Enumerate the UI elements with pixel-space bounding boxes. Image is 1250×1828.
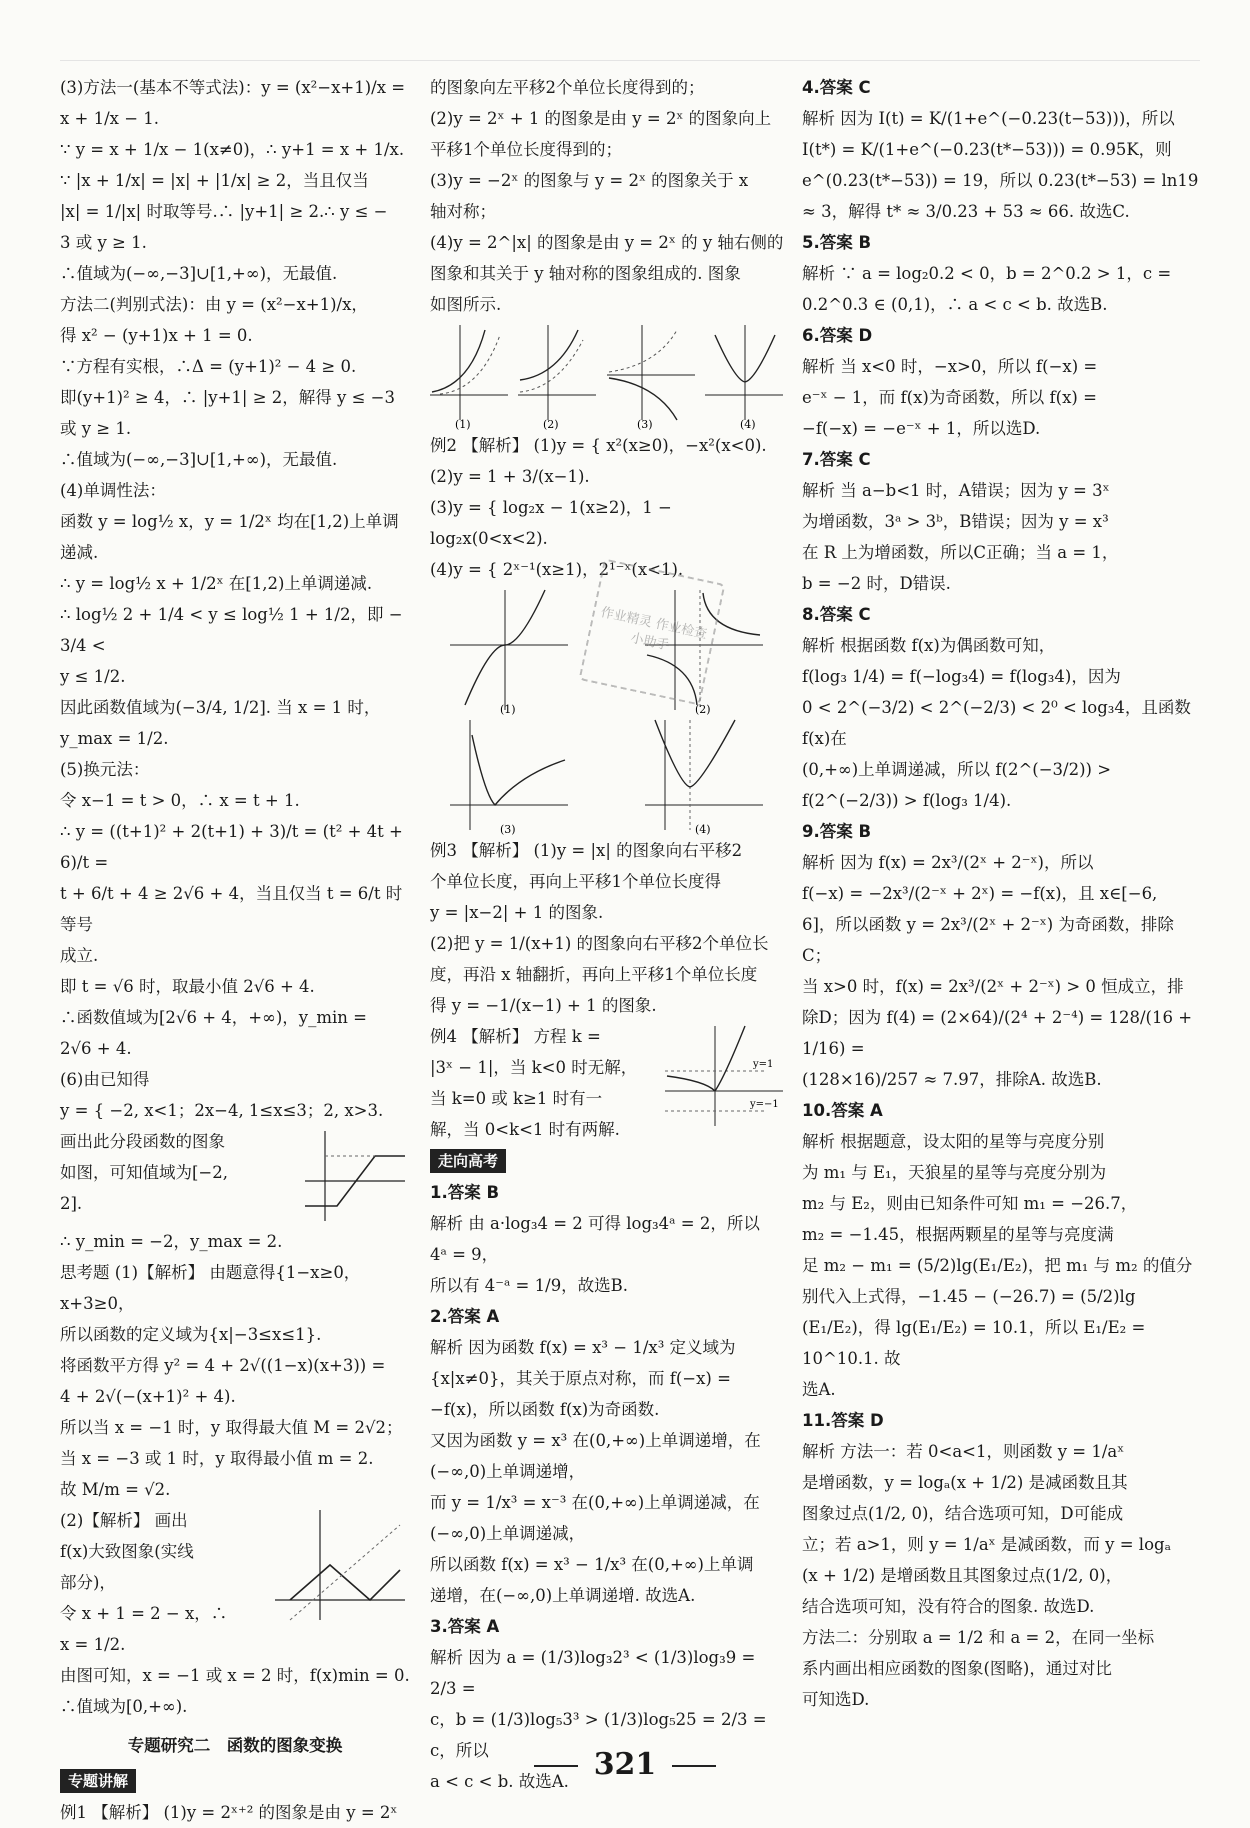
text-line: (3)方法一(基本不等式法)：y = (x²−x+1)/x = (60, 78, 406, 97)
text-line: ∵方程有实根，∴Δ = (y+1)² − 4 ≥ 0. (60, 357, 357, 376)
text-line: 可知选D. (802, 1690, 870, 1709)
text-line: −f(−x) = −e⁻ˣ + 1，所以选D. (802, 419, 1041, 438)
text-line: (5)换元法： (60, 760, 150, 779)
text-line: 递减. (60, 543, 99, 562)
text-line: 度，再沿 x 轴翻折，再向上平移1个单位长度 (430, 965, 758, 984)
text-line: {x|x≠0}，其关于原点对称，而 f(−x) = (430, 1369, 731, 1388)
text-line: (x + 1/2) 是增函数且其图象过点(1/2, 0)， (802, 1566, 1123, 1585)
text-line: 当 x = −3 或 1 时，y 取得最小值 m = 2. (60, 1449, 374, 1468)
figure-4 (705, 320, 785, 430)
figure-label: (1) (455, 418, 471, 431)
text-line: 选A. (802, 1380, 836, 1399)
text-line: m₂ 与 E₂，则由已知条件可知 m₁ = −26.7， (802, 1194, 1138, 1213)
figure-label: (2) (543, 418, 559, 431)
text-line: 函数 y = log½ x，y = 1/2ˣ 均在[1,2)上单调 (60, 512, 399, 531)
answer-line: 6.答案 D (802, 326, 873, 345)
abs-function-graph (270, 1505, 410, 1625)
text-line: 如图所示. (430, 295, 502, 314)
think-question (60, 1257, 410, 1722)
figure-label: y=−1 (750, 1099, 779, 1110)
text-line: 所以当 x = −1 时，y 取得最大值 M = 2√2； (60, 1418, 403, 1437)
answer-line: 3.答案 A (430, 1617, 500, 1636)
text-line: 结合选项可知，没有符合的图象. 故选D. (802, 1597, 1095, 1616)
text-line: f(x)大致图象(实线 (60, 1542, 194, 1561)
text-line: (2)y = 2ˣ + 1 的图象是由 y = 2ˣ 的图象向上 (430, 109, 772, 128)
text-line: 方法二(判别式法)：由 y = (x²−x+1)/x， (60, 295, 368, 314)
text-line: 解析 当 x<0 时，−x>0，所以 f(−x) = (802, 357, 1098, 376)
text-line: f(−x) = −2x³/(2⁻ˣ + 2ˣ) = −f(x)，且 x∈[−6, (802, 884, 1158, 903)
text-line: 例1 【解析】 (1)y = 2ˣ⁺² 的图象是由 y = 2ˣ (60, 1803, 398, 1822)
figure-log (450, 715, 570, 835)
text-line: 解析 方法一：若 0<a<1，则函数 y = 1/aˣ (802, 1442, 1125, 1461)
text-line: (−∞,0)上单调递增， (430, 1462, 586, 1481)
text-line: ∴ log½ 2 + 1/4 < y ≤ log½ 1 + 1/2，即 − 3/4 < (60, 605, 403, 655)
text-line: 当 k=0 或 k≥1 时有一 (430, 1089, 603, 1108)
section-title: 专题研究二 函数的图象变换 (127, 1736, 343, 1755)
text-line: y_max = 1/2. (60, 729, 169, 748)
text-line: x = 1/2. (60, 1635, 126, 1654)
text-line: 解析 ∵ a = log₂0.2 < 0，b = 2^0.2 > 1，c = (802, 264, 1172, 283)
text-line: (2)y = 1 + 3/(x−1). (430, 467, 590, 486)
text-line: 方法二：分别取 a = 1/2 和 a = 2，在同一坐标 (802, 1628, 1155, 1647)
text-line: 令 x + 1 = 2 − x，∴ (60, 1604, 228, 1623)
text-line: 成立. (60, 946, 99, 965)
stamp-text: 作业精灵 作业检查小助手 (599, 605, 709, 654)
text-line: e⁻ˣ − 1，而 f(x)为奇函数，所以 f(x) = (802, 388, 1097, 407)
text-line: 2√6 + 4. (60, 1039, 132, 1058)
section-tag: 走向高考 (430, 1149, 506, 1173)
text-line: 例4 【解析】 方程 k = (430, 1027, 601, 1046)
text-line: 图象过点(1/2, 0)，结合选项可知，D可能成 (802, 1504, 1124, 1523)
text-line: 而 y = 1/x³ = x⁻³ 在(0,+∞)上单调递减，在 (430, 1493, 760, 1512)
text-line: 为 m₁ 与 E₁，天狼星的星等与亮度分别为 (802, 1163, 1107, 1182)
figure-label: (1) (500, 703, 516, 716)
answer-line: 4.答案 C (802, 78, 871, 97)
text-line: (0,+∞)上单调递减，所以 f(2^(−3/2)) > (802, 760, 1112, 779)
text-line: 部分)， (60, 1573, 116, 1592)
text-line: 解析 因为函数 f(x) = x³ − 1/x³ 定义域为 (430, 1338, 736, 1357)
text-line: 解析 因为 I(t) = K/(1+e^(−0.23(t−53)))，所以 (802, 109, 1175, 128)
piecewise-graph (300, 1126, 410, 1226)
figure-label: (3) (500, 823, 516, 836)
text-line: (4)单调性法： (60, 481, 166, 500)
figure-2 (518, 320, 598, 430)
left-column (60, 72, 410, 1822)
example4-graph (665, 1021, 785, 1131)
text-line: 解析 当 a−b<1 时，A错误；因为 y = 3ˣ (802, 481, 1110, 500)
figure-label: (3) (636, 418, 653, 431)
text-line: 所以函数的定义域为{x|−3≤x≤1}. (60, 1325, 322, 1344)
text-line: (4)y = { 2ˣ⁻¹(x≥1)，2¹⁻ˣ(x<1). (430, 560, 684, 579)
text-line: (2)【解析】 画出 (60, 1511, 188, 1530)
text-line: 又因为函数 y = x³ 在(0,+∞)上单调递增，在 (430, 1431, 761, 1450)
text-line: 个单位长度，再向上平移1个单位长度得 (430, 872, 721, 891)
text-line: 解析 由 a·log₃4 = 2 可得 log₃4ᵃ = 2，所以 (430, 1214, 760, 1233)
text-line: (6)由已知得 (60, 1070, 150, 1089)
example2-figures-bottom (430, 715, 785, 835)
text-line: 所以有 4⁻ᵃ = 1/9，故选B. (430, 1276, 629, 1295)
text-line: 轴对称； (430, 202, 496, 221)
example2-figures (430, 585, 785, 715)
text-line: 图象和其关于 y 轴对称的图象组成的. 图象 (430, 264, 741, 283)
answer-line: 9.答案 B (802, 822, 872, 841)
text-line: 解析 因为 a = (1/3)log₃2³ < (1/3)log₃9 = 2/3 = (430, 1648, 756, 1698)
text-line: ∵ y = x + 1/x − 1(x≠0)，∴ y+1 = x + 1/x. (60, 140, 405, 159)
text-line: 0.2^0.3 ∈ (0,1)，∴ a < c < b. 故选B. (802, 295, 1108, 314)
text-line: 在 R 上为增函数，所以C正确；当 a = 1， (802, 543, 1119, 562)
text-line: −f(x)，所以函数 f(x)为奇函数. (430, 1400, 660, 1419)
left-solution-lines (60, 72, 410, 1257)
text-line: 2]. (60, 1194, 83, 1213)
text-line: y ≤ 1/2. (60, 667, 126, 686)
text-line: 足 m₂ − m₁ = (5/2)lg(E₁/E₂)，把 m₁ 与 m₂ 的值分 (802, 1256, 1193, 1275)
text-line: ≈ 3，解得 t* ≈ 3/0.23 + 53 ≈ 66. 故选C. (802, 202, 1130, 221)
text-line: 解析 根据函数 f(x)为偶函数可知， (802, 636, 1056, 655)
answer-line: 5.答案 B (802, 233, 872, 252)
exponential-figures (430, 320, 785, 430)
answer-line: 1.答案 B (430, 1183, 500, 1202)
text-line: 解，当 0<k<1 时有两解. (430, 1120, 620, 1139)
text-line: 即 t = √6 时，取最小值 2√6 + 4. (60, 977, 315, 996)
text-line: 得 x² − (y+1)x + 1 = 0. (60, 326, 253, 345)
text-line: a < c < b. 故选A. (430, 1772, 569, 1791)
text-line: 得 y = −1/(x−1) + 1 的图象. (430, 996, 657, 1015)
text-line: 别代入上式得，−1.45 − (−26.7) = (5/2)lg (802, 1287, 1136, 1306)
text-line: ∴值域为[0,+∞). (60, 1697, 188, 1716)
answer-line: 8.答案 C (802, 605, 871, 624)
text-line: (4)y = 2^|x| 的图象是由 y = 2ˣ 的 y 轴右侧的 (430, 233, 784, 252)
text-line: 将函数平方得 y² = 4 + 2√((1−x)(x+3)) = (60, 1356, 386, 1375)
text-line: (2)把 y = 1/(x+1) 的图象向右平移2个单位长 (430, 934, 769, 953)
text-line: b = −2 时，D错误. (802, 574, 951, 593)
text-line: 3 或 y ≥ 1. (60, 233, 147, 252)
text-line: y = { −2, x<1；2x−4, 1≤x≤3；2, x>3. (60, 1101, 384, 1120)
text-line: ∴值域为(−∞,−3]∪[1,+∞)，无最值. (60, 264, 338, 283)
text-line: ∴值域为(−∞,−3]∪[1,+∞)，无最值. (60, 450, 338, 469)
text-line: 4ᵃ = 9， (430, 1245, 499, 1264)
text-line: |3ˣ − 1|，当 k<0 时无解， (430, 1058, 638, 1077)
figure-label: (4) (739, 418, 756, 431)
text-line: 解析 根据题意，设太阳的星等与亮度分别 (802, 1132, 1105, 1151)
text-line: 画出此分段函数的图象 (60, 1132, 225, 1151)
answer-line: 7.答案 C (802, 450, 871, 469)
text-line: ∴ y = log½ x + 1/2ˣ 在[1,2)上单调递减. (60, 574, 373, 593)
text-line: 立；若 a>1，则 y = 1/aˣ 是减函数，而 y = logₐ (802, 1535, 1171, 1554)
text-line: ∴ y = ((t+1)² + 2(t+1) + 3)/t = (t² + 4t + 6)/t = (60, 822, 403, 872)
text-line: 由图可知，x = −1 或 x = 2 时，f(x)min = 0. (60, 1666, 410, 1685)
text-line: t + 6/t + 4 ≥ 2√6 + 4，当且仅当 t = 6/t 时等号 (60, 884, 403, 934)
text-line: c，b = (1/3)log₅3³ > (1/3)log₅25 = 2/3 = c，所以 (430, 1710, 767, 1760)
text-line: (−∞,0)上单调递减， (430, 1524, 586, 1543)
text-line: (128×16)/257 ≈ 7.97，排除A. 故选B. (802, 1070, 1102, 1089)
top-rule (60, 60, 1200, 61)
figure-3 (607, 320, 697, 430)
text-line: 或 y ≥ 1. (60, 419, 132, 438)
text-line: 故 M/m = √2. (60, 1480, 171, 1499)
text-line: f(log₃ 1/4) = f(−log₃4) = f(log₃4)，因为 (802, 667, 1121, 686)
text-line: 因此函数值域为(−3/4, 1/2]. 当 x = 1 时， (60, 698, 381, 717)
text-line: 0 < 2^(−3/2) < 2^(−2/3) < 2⁰ < log₃4，且函数 f(x)在 (802, 698, 1191, 748)
text-line: f(2^(−2/3)) > f(log₃ 1/4). (802, 791, 1012, 810)
text-line: m₂ = −1.45，根据两颗星的星等与亮度满 (802, 1225, 1114, 1244)
answer-line: 11.答案 D (802, 1411, 884, 1430)
text-line: (3)y = { log₂x − 1(x≥2)，1 − log₂x(0<x<2). (430, 498, 672, 548)
figure-exp (645, 715, 765, 835)
answer-line: 10.答案 A (802, 1101, 883, 1120)
text-line: 所以函数 f(x) = x³ − 1/x³ 在(0,+∞)上单调 (430, 1555, 754, 1574)
text-line: 平移1个单位长度得到的； (430, 140, 622, 159)
figure-label: y=1 (753, 1059, 774, 1070)
section-tag: 专题讲解 (60, 1769, 136, 1793)
figure-1 (430, 320, 510, 430)
page-number (0, 1747, 1250, 1782)
text-line: 当 x>0 时，f(x) = 2x³/(2ˣ + 2⁻ˣ) > 0 恒成立，排 (802, 977, 1184, 996)
text-line: 6]，所以函数 y = 2x³/(2ˣ + 2⁻ˣ) 为奇函数，排除C； (802, 915, 1174, 965)
text-line: 是增函数，y = logₐ(x + 1/2) 是减函数且其 (802, 1473, 1128, 1492)
text-line: ∴ y_min = −2，y_max = 2. (60, 1232, 283, 1251)
text-line: ∵ |x + 1/x| = |x| + |1/x| ≥ 2，当且仅当 (60, 171, 369, 190)
figure-x-square (450, 585, 570, 715)
text-line: ∴函数值域为[2√6 + 4，+∞)，y_min = (60, 1008, 367, 1027)
figure-label: (2) (695, 703, 711, 716)
text-line: I(t*) = K/(1+e^(−0.23(t*−53))) = 0.95K，则 (802, 140, 1172, 159)
text-line: 例2 【解析】 (1)y = { x²(x≥0)，−x²(x<0). (430, 436, 767, 455)
text-line: 递增，在(−∞,0)上单调递增. 故选A. (430, 1586, 696, 1605)
text-line: 为增函数，3ᵃ > 3ᵇ，B错误；因为 y = x³ (802, 512, 1109, 531)
text-line: 除D；因为 f(4) = (2×64)/(2⁴ + 2⁻⁴) = 128/(16 + 1/16) = (802, 1008, 1193, 1058)
right-column (802, 72, 1202, 1716)
text-line: e^(0.23(t*−53)) = 19，所以 0.23(t*−53) = ln19 (802, 171, 1199, 190)
answer-line: 2.答案 A (430, 1307, 500, 1326)
figure-label: (4) (695, 823, 711, 836)
text-line: y = |x−2| + 1 的图象. (430, 903, 604, 922)
text-line: x + 1/x − 1. (60, 109, 160, 128)
text-line: 系内画出相应函数的图象(图略)，通过对比 (802, 1659, 1112, 1678)
text-line: 令 x−1 = t > 0，∴ x = t + 1. (60, 791, 300, 810)
text-line: |x| = 1/|x| 时取等号.∴ |y+1| ≥ 2.∴ y ≤ − (60, 202, 388, 221)
text-line: 例3 【解析】 (1)y = |x| 的图象向右平移2 (430, 841, 743, 860)
text-line: 即(y+1)² ≥ 4，∴ |y+1| ≥ 2，解得 y ≤ −3 (60, 388, 395, 407)
text-line: (3)y = −2ˣ 的图象与 y = 2ˣ 的图象关于 x (430, 171, 749, 190)
text-line: 如图，可知值域为[−2, (60, 1163, 229, 1182)
text-line: 思考题 (1)【解析】 由题意得{1−x≥0，x+3≥0， (60, 1263, 361, 1313)
text-line: 解析 因为 f(x) = 2x³/(2ˣ + 2⁻ˣ)，所以 (802, 853, 1094, 872)
text-line: (E₁/E₂)，得 lg(E₁/E₂) = 10.1，所以 E₁/E₂ = 10^10.1. 故 (802, 1318, 1146, 1368)
text-line: 的图象向左平移2个单位长度得到的； (430, 78, 705, 97)
page-number-text: 321 (593, 1747, 657, 1782)
text-line: 4 + 2√(−(x+1)² + 4). (60, 1387, 236, 1406)
figure-reciprocal (645, 585, 765, 715)
